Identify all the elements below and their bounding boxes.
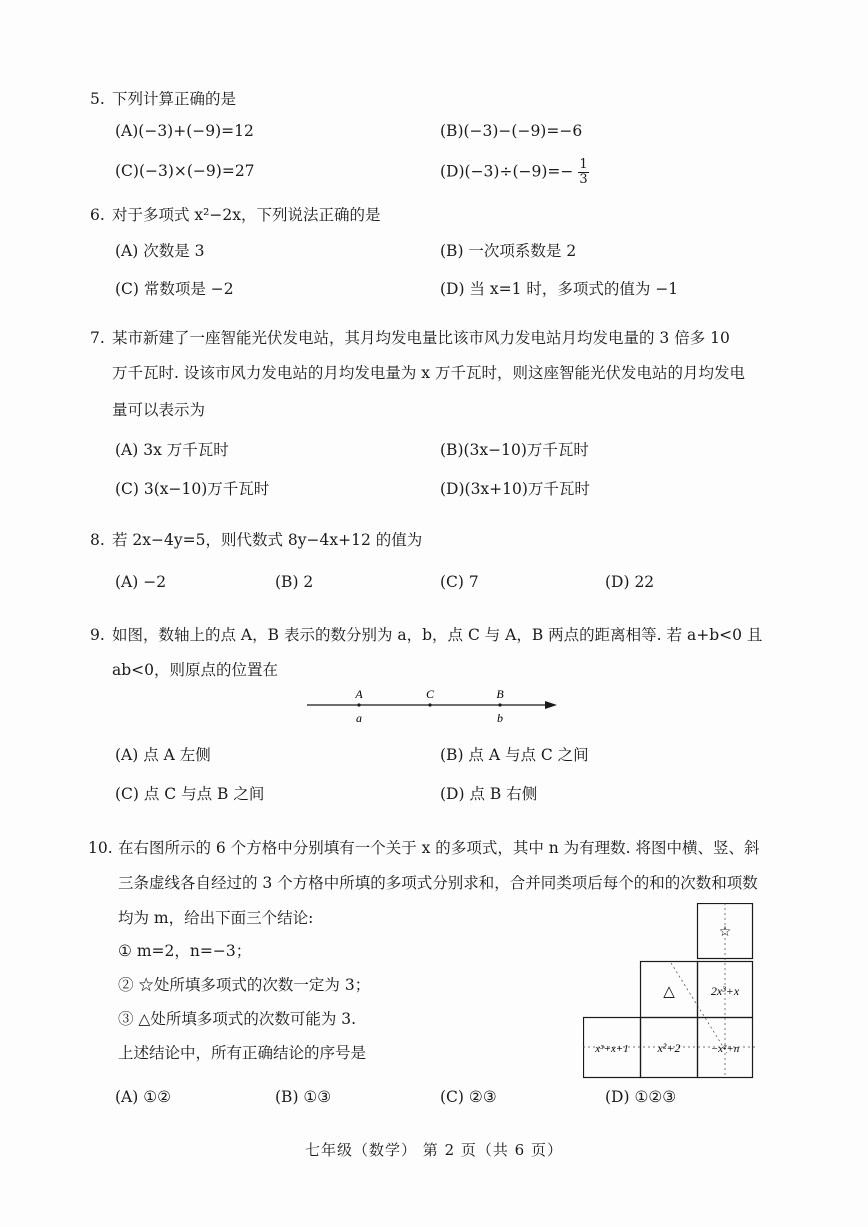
q6-option-b: (B) 一次项系数是 2 [440,242,577,260]
q5-option-d-fraction [578,158,588,187]
q10-stem-line3: 均为 m，给出下面三个结论: [118,909,314,927]
fraction-denominator: 3 [579,172,588,187]
q6-number: 6. [90,206,105,224]
q8-option-d: (D) 22 [605,573,655,591]
page-footer: 七年级（数学） 第 2 页（共 6 页） [305,1141,563,1159]
q7-number: 7. [90,329,105,347]
q10-option-d: (D) ①②③ [605,1088,677,1106]
q5-number: 5. [90,90,105,108]
point-b-label: B [496,687,504,701]
q9-stem-line2: ab<0，则原点的位置在 [112,661,279,679]
q8-stem: 若 2x−4y=5，则代数式 8y−4x+12 的值为 [112,531,423,549]
q9-stem-line1: 如图，数轴上的点 A，B 表示的数分别为 a，b，点 C 与 A，B 两点的距离相等. 若 a+b<0 且 [112,626,763,644]
cell-r3c1-text: x³+x+1 [595,1043,629,1055]
star-symbol: ☆ [718,924,732,940]
cell-r3c3-text: −x²+n [710,1043,740,1055]
value-b-label: b [497,711,503,725]
q8-number: 8. [90,531,105,549]
q5-option-b: (B)(−3)−(−9)=−6 [440,122,583,140]
q10-ask: 上述结论中，所有正确结论的序号是 [118,1044,367,1062]
q10-conclusion-3: ③ △处所填多项式的次数可能为 3. [118,1010,357,1028]
q6-option-d: (D) 当 x=1 时，多项式的值为 −1 [440,280,679,298]
diagonal-dashed-line [671,963,727,1053]
q9-option-a: (A) 点 A 左侧 [115,746,211,764]
q6-option-c: (C) 常数项是 −2 [115,280,234,298]
q10-conclusion-2: ② ☆处所填多项式的次数一定为 3； [118,976,371,994]
number-line-figure [305,686,565,728]
number-line-arrow [545,701,557,709]
triangle-symbol: △ [663,982,675,1000]
q9-number: 9. [90,626,105,644]
q5-option-d [440,158,589,187]
q10-option-b: (B) ①③ [275,1088,332,1106]
q5-option-a: (A)(−3)+(−9)=12 [115,122,254,140]
q8-option-c: (C) 7 [440,573,479,591]
cell-r3c2-text: x²+2 [657,1041,681,1055]
q10-stem-line2: 三条虚线各自经过的 3 个方格中所填的多项式分别求和，合并同类项后每个的和的次数和项数 [118,874,758,892]
q6-option-a: (A) 次数是 3 [115,242,205,260]
q8-option-a: (A) −2 [115,573,167,591]
value-a-label: a [356,711,362,725]
point-a-label: A [355,687,363,701]
q5-stem: 下列计算正确的是 [112,90,237,108]
q7-stem-line3: 量可以表示为 [112,401,206,419]
q6-stem: 对于多项式 x²−2x，下列说法正确的是 [112,206,381,224]
point-c-dot [428,703,431,706]
q10-number: 10. [88,839,113,857]
q10-option-c: (C) ②③ [440,1088,497,1106]
point-b-dot [498,703,501,706]
q7-option-a: (A) 3x 万千瓦时 [115,441,229,459]
point-a-dot [357,703,360,706]
q5-option-d-text: (D)(−3)÷(−9)=− [440,162,574,181]
point-c-label: C [425,687,435,701]
q9-option-b: (B) 点 A 与点 C 之间 [440,746,589,764]
q10-option-a: (A) ①② [115,1088,172,1106]
q9-option-d: (D) 点 B 右侧 [440,785,538,803]
q7-option-d: (D)(3x+10)万千瓦时 [440,480,590,498]
q10-conclusion-1: ① m=2，n=−3； [118,942,252,960]
q7-stem-line1: 某市新建了一座智能光伏发电站，其月均发电量比该市风力发电站月均发电量的 3 倍多 10 [112,329,730,347]
q7-stem-line2: 万千瓦时. 设该市风力发电站的月均发电量为 x 万千瓦时，则这座智能光伏发电站的月均发电 [112,364,745,382]
cell-r2c3-text: 2x³+x [710,984,740,998]
q7-option-b: (B)(3x−10)万千瓦时 [440,441,589,459]
fraction-numerator: 1 [579,157,588,172]
polynomial-grid-figure [583,903,755,1079]
q10-stem-line1: 在右图所示的 6 个方格中分别填有一个关于 x 的多项式，其中 n 为有理数. 将图中横、竖、斜 [118,839,760,857]
q5-option-c: (C)(−3)×(−9)=27 [115,162,255,180]
q7-option-c: (C) 3(x−10)万千瓦时 [115,480,270,498]
q8-option-b: (B) 2 [275,573,314,591]
q9-option-c: (C) 点 C 与点 B 之间 [115,785,265,803]
